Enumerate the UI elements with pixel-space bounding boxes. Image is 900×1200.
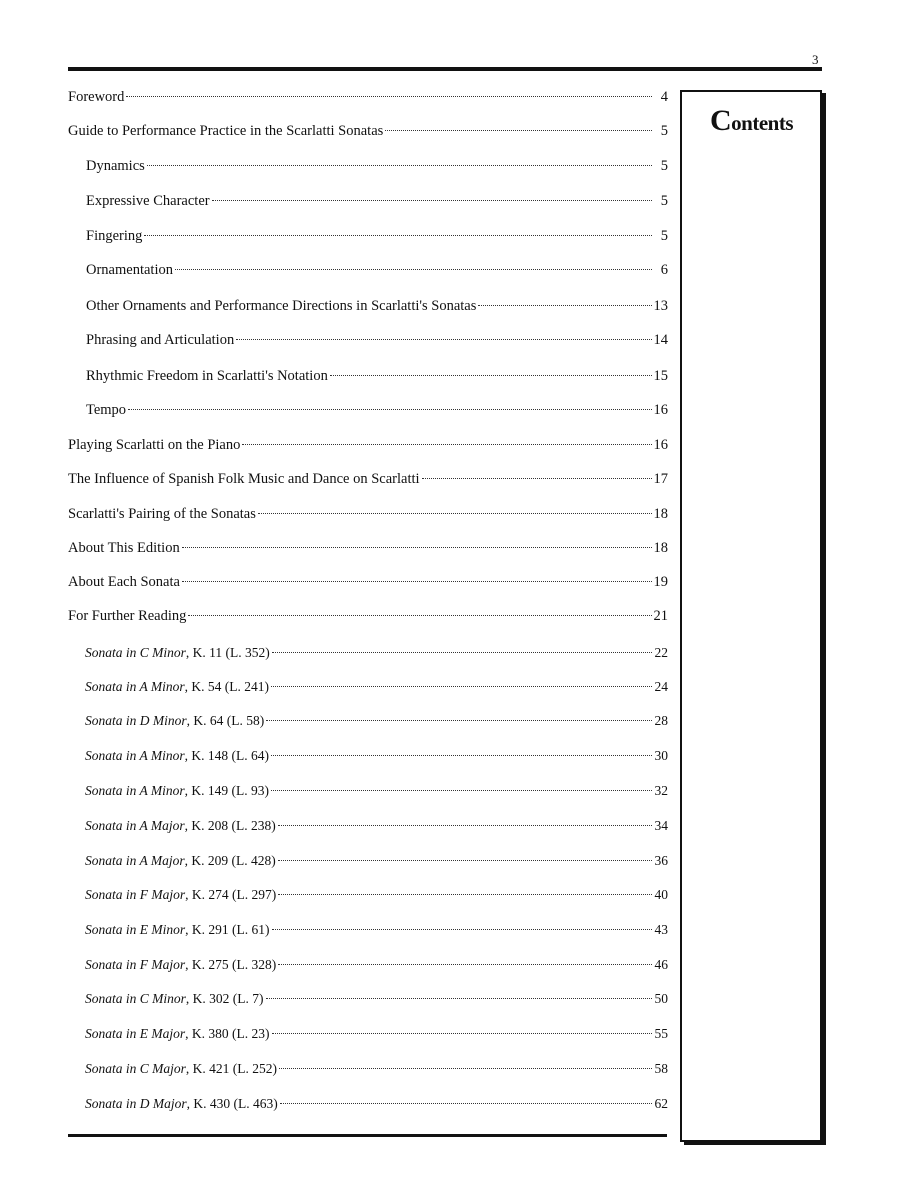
toc-entry-title: Other Ornaments and Performance Directions in Scarlatti's Sonatas: [86, 298, 477, 314]
toc-entry-page: 34: [654, 818, 668, 833]
dot-leader: [280, 1103, 652, 1104]
toc-entry-page: 19: [653, 574, 668, 590]
bottom-rule: [68, 1134, 667, 1137]
toc-entry-page: 5: [660, 228, 668, 244]
toc-entry-title: Tempo: [86, 402, 127, 418]
toc-entry-foreword[interactable]: [68, 86, 668, 108]
dot-leader: [182, 547, 652, 548]
sonata-key: Sonata in A Minor: [85, 679, 185, 694]
sonata-catalog: , K. 208 (L. 238): [184, 818, 276, 833]
toc-entry-title: [85, 919, 270, 941]
toc-entry-sonata[interactable]: [85, 850, 668, 872]
toc-entry-sonata[interactable]: [85, 1023, 668, 1045]
sonata-catalog: , K. 421 (L. 252): [185, 1061, 278, 1076]
dot-leader: [279, 1068, 652, 1069]
toc-entry-title: [85, 815, 276, 837]
dot-leader: [128, 409, 651, 410]
sonata-key: Sonata in A Minor: [85, 748, 185, 763]
sonata-key: Sonata in A Minor: [85, 783, 185, 798]
toc-entry-rhythmic-freedom[interactable]: [86, 365, 668, 387]
dot-leader: [258, 513, 652, 514]
sonata-catalog: , K. 149 (L. 93): [184, 783, 270, 798]
dot-leader: [272, 652, 652, 653]
toc-entry-title: [85, 745, 269, 767]
toc-entry-sonata[interactable]: [85, 954, 668, 976]
toc-entry-page: 55: [654, 1026, 668, 1041]
toc-entry-sonata[interactable]: [85, 919, 668, 941]
toc-entry-page: 40: [654, 887, 668, 902]
sonata-catalog: , K. 148 (L. 64): [184, 748, 270, 763]
toc-entry-title: [85, 642, 270, 664]
sonata-catalog: , K. 291 (L. 61): [185, 922, 270, 937]
toc-entry-sonata[interactable]: [85, 710, 668, 732]
toc-entry-phrasing[interactable]: [86, 329, 668, 351]
toc-entry-page: 28: [654, 713, 668, 728]
sonata-key: Sonata in E Major: [85, 1026, 186, 1041]
dot-leader: [175, 269, 652, 270]
toc-entry-title: [85, 884, 276, 906]
dot-leader: [278, 860, 652, 861]
sonata-catalog: , K. 209 (L. 428): [184, 853, 276, 868]
toc-entry-expressive-character[interactable]: [86, 190, 668, 212]
toc-entry-ornamentation[interactable]: [86, 259, 668, 281]
sonata-key: Sonata in C Minor: [85, 645, 186, 660]
toc-entry-further-reading[interactable]: [68, 605, 668, 627]
dot-leader: [236, 339, 651, 340]
dot-leader: [278, 825, 652, 826]
toc-entry-title: Playing Scarlatti on the Piano: [68, 437, 241, 453]
toc-entry-fingering[interactable]: [86, 225, 668, 247]
toc-entry-dynamics[interactable]: [86, 155, 668, 177]
toc-entry-page: 30: [654, 748, 668, 763]
dot-leader: [272, 929, 653, 930]
dot-leader: [422, 478, 652, 479]
sonata-key: Sonata in F Major: [85, 887, 186, 902]
toc-entry-page: 32: [654, 783, 668, 798]
dot-leader: [266, 720, 652, 721]
sonata-key: Sonata in C Major: [85, 1061, 186, 1076]
toc-entry-sonata[interactable]: [85, 988, 668, 1010]
toc-entry-page: 21: [653, 608, 668, 624]
toc-entry-title: Fingering: [86, 228, 143, 244]
dot-leader: [147, 165, 652, 166]
toc-entry-title: [85, 676, 269, 698]
dot-leader: [242, 444, 651, 445]
toc-entry-title: [85, 1093, 278, 1115]
toc-entry-sonata[interactable]: [85, 1093, 668, 1115]
toc-entry-page: 36: [654, 853, 668, 868]
toc-entry-performance-guide[interactable]: [68, 120, 668, 142]
sonata-catalog: , K. 275 (L. 328): [185, 957, 277, 972]
toc-entry-page: 46: [654, 957, 668, 972]
toc-entry-other-ornaments[interactable]: [86, 295, 668, 317]
toc-entry-sonata[interactable]: [85, 642, 668, 664]
sonata-catalog: , K. 380 (L. 23): [185, 1026, 270, 1041]
dot-leader: [385, 130, 652, 131]
toc-entry-title: [85, 850, 276, 872]
toc-entry-page: 58: [654, 1061, 668, 1076]
toc-entry-pairing[interactable]: [68, 503, 668, 525]
dot-leader: [271, 790, 652, 791]
toc-entry-title: [85, 710, 264, 732]
toc-entry-sonata[interactable]: [85, 815, 668, 837]
contents-heading: [710, 104, 793, 138]
toc-entry-page: 5: [660, 123, 668, 139]
toc-entry-page: 22: [654, 645, 668, 660]
dot-leader: [330, 375, 652, 376]
sonata-catalog: , K. 64 (L. 58): [186, 713, 265, 728]
toc-entry-page: 24: [654, 679, 668, 694]
toc-entry-title: About Each Sonata: [68, 574, 180, 590]
sonata-key: Sonata in F Major: [85, 957, 186, 972]
toc-entry-page: 13: [653, 298, 668, 314]
toc-entry-title: [85, 1058, 277, 1080]
dot-leader: [182, 581, 652, 582]
sonata-key: Sonata in A Major: [85, 853, 185, 868]
sonata-catalog: , K. 54 (L. 241): [184, 679, 270, 694]
toc-entry-sonata[interactable]: [85, 745, 668, 767]
toc-entry-title: About This Edition: [68, 540, 180, 556]
toc-entry-about-each-sonata[interactable]: [68, 571, 668, 593]
sonata-catalog: , K. 11 (L. 352): [185, 645, 270, 660]
dot-leader: [126, 96, 652, 97]
contents-heading-initial: C: [710, 104, 732, 137]
toc-entry-title: Rhythmic Freedom in Scarlatti's Notation: [86, 368, 328, 384]
dot-leader: [278, 894, 652, 895]
dot-leader: [271, 755, 652, 756]
toc-entry-page: 4: [660, 89, 668, 105]
toc-entry-title: Dynamics: [86, 158, 145, 174]
toc-entry-page: 16: [653, 437, 668, 453]
toc-entry-title: Phrasing and Articulation: [86, 332, 235, 348]
toc-entry-page: 5: [660, 158, 668, 174]
toc-entry-spanish-influence[interactable]: [68, 468, 668, 490]
toc-entry-title: Ornamentation: [86, 262, 173, 278]
toc-entry-page: 18: [653, 506, 668, 522]
toc-entry-page: 5: [660, 193, 668, 209]
toc-entry-title: Expressive Character: [86, 193, 210, 209]
sonata-catalog: , K. 430 (L. 463): [186, 1096, 278, 1111]
dot-leader: [212, 200, 652, 201]
toc-entry-page: 17: [653, 471, 668, 487]
toc-entry-sonata[interactable]: [85, 780, 668, 802]
toc-entry-tempo[interactable]: [86, 399, 668, 421]
toc-entry-page: 6: [660, 262, 668, 278]
sonata-catalog: , K. 274 (L. 297): [185, 887, 277, 902]
contents-heading-rest: ontents: [731, 111, 794, 135]
dot-leader: [188, 615, 651, 616]
contents-sidebar-box: [680, 90, 822, 1142]
toc-entry-page: 62: [654, 1096, 668, 1111]
toc-entry-sonata[interactable]: [85, 884, 668, 906]
sonata-catalog: , K. 302 (L. 7): [185, 991, 264, 1006]
sonata-key: Sonata in D Minor: [85, 713, 187, 728]
toc-entry-page: 50: [654, 991, 668, 1006]
sonata-key: Sonata in C Minor: [85, 991, 186, 1006]
toc-entry-title: Guide to Performance Practice in the Scarlatti Sonatas: [68, 123, 384, 139]
toc-entry-title: [85, 954, 276, 976]
table-of-contents: [68, 0, 668, 1200]
toc-entry-title: The Influence of Spanish Folk Music and Dance on Scarlatti: [68, 471, 420, 487]
sonata-key: Sonata in A Major: [85, 818, 185, 833]
toc-entry-page: 16: [653, 402, 668, 418]
toc-entry-page: 43: [654, 922, 668, 937]
toc-entry-title: [85, 1023, 270, 1045]
toc-entry-title: Foreword: [68, 89, 125, 105]
toc-entry-sonata[interactable]: [85, 676, 668, 698]
dot-leader: [278, 964, 652, 965]
dot-leader: [478, 305, 651, 306]
sonata-key: Sonata in D Major: [85, 1096, 187, 1111]
page-number: 3: [812, 52, 819, 67]
toc-entry-title: [85, 988, 264, 1010]
toc-entry-title: Scarlatti's Pairing of the Sonatas: [68, 506, 256, 522]
toc-entry-title: For Further Reading: [68, 608, 187, 624]
toc-entry-page: 15: [653, 368, 668, 384]
toc-entry-title: [85, 780, 269, 802]
dot-leader: [272, 1033, 653, 1034]
toc-entry-page: 14: [653, 332, 668, 348]
dot-leader: [144, 235, 652, 236]
toc-entry-sonata[interactable]: [85, 1058, 668, 1080]
dot-leader: [271, 686, 652, 687]
toc-entry-playing-on-piano[interactable]: [68, 434, 668, 456]
sonata-key: Sonata in E Minor: [85, 922, 186, 937]
toc-entry-page: 18: [653, 540, 668, 556]
dot-leader: [266, 998, 652, 999]
toc-entry-about-edition[interactable]: [68, 537, 668, 559]
